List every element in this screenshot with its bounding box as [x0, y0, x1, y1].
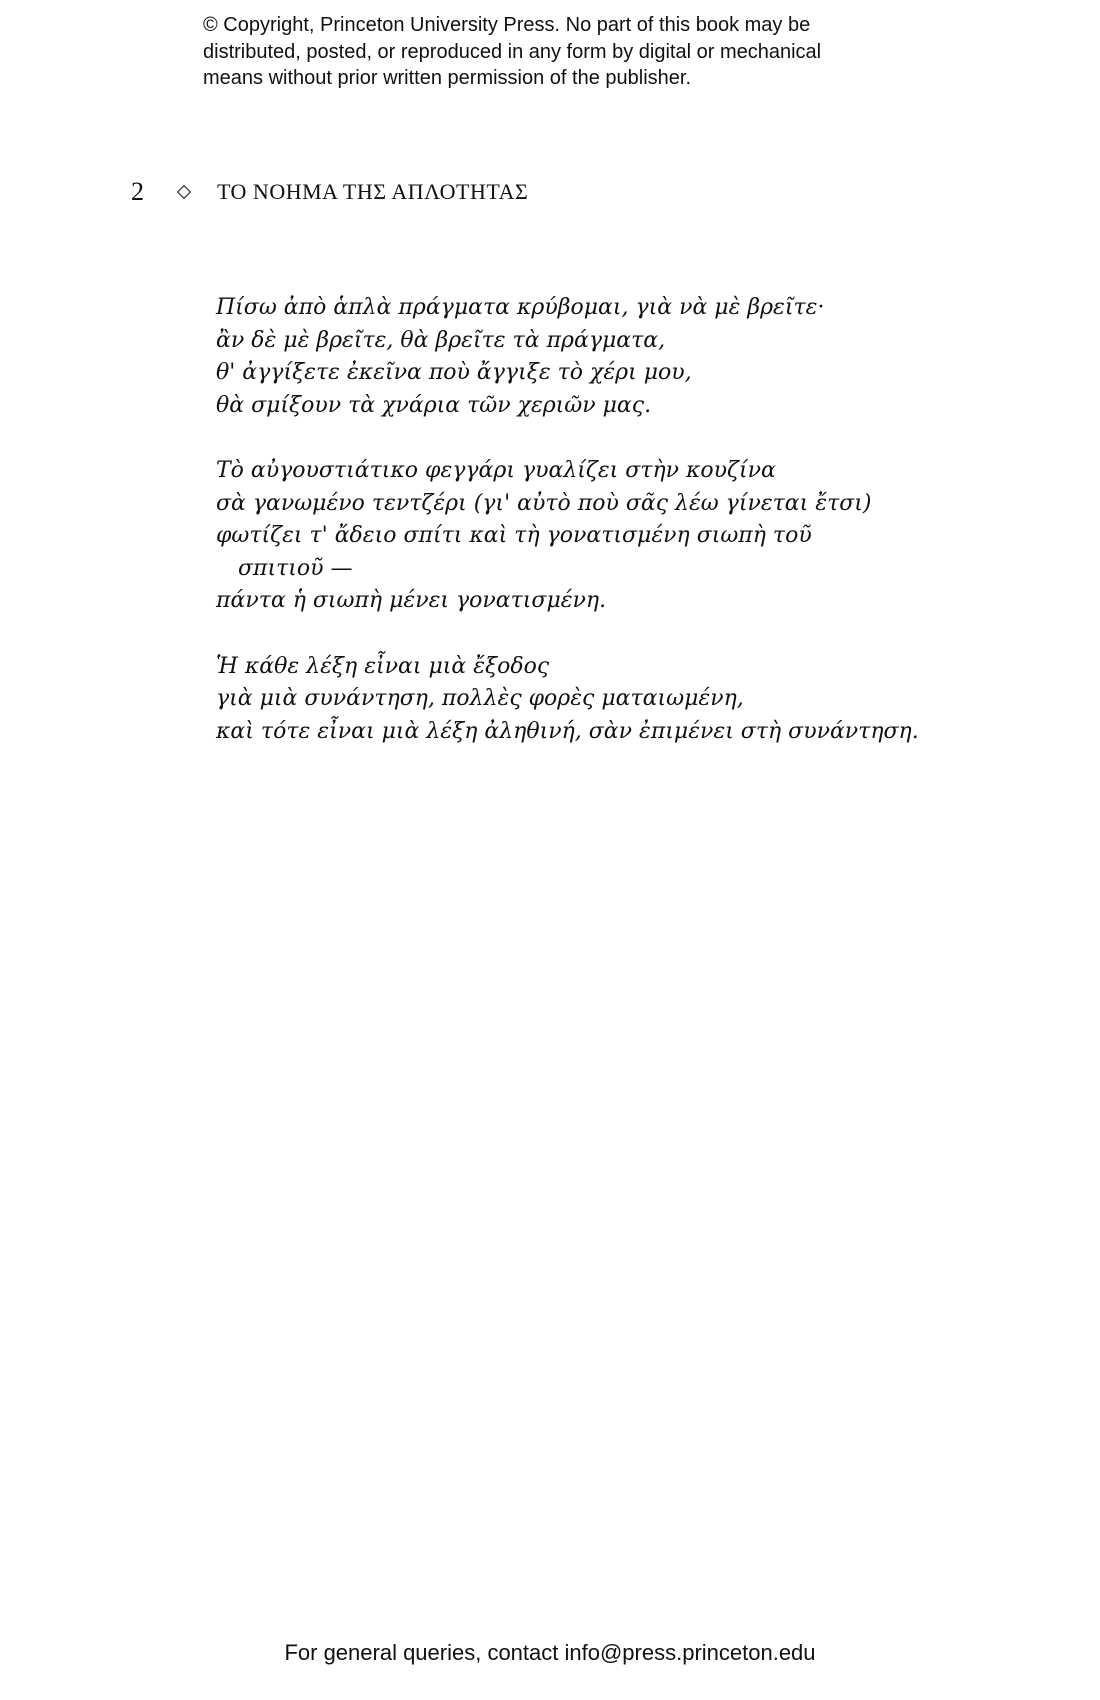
page-number: 2 — [131, 177, 144, 206]
poem-line: πάντα ἡ σιωπὴ μένει γονατισμένη. — [216, 588, 607, 613]
stanza — [216, 455, 1076, 618]
copyright-notice — [203, 12, 963, 92]
poem-line: Ἡ κάθε λέξη εἶναι μιὰ ἔξοδος — [216, 653, 550, 679]
copyright-line: means without prior written permission of the publisher. — [203, 67, 692, 89]
poem-line-continuation: σπιτιοῦ — — [238, 555, 353, 581]
footer-contact: For general queries, contact info@press.princeton.edu — [284, 1640, 816, 1665]
poem-line: καὶ τότε εἶναι μιὰ λέξη ἀληθινή, σὰν ἐπιμένει στὴ συνάντηση. — [216, 718, 919, 744]
chapter-title: ΤΟ ΝΟΗΜΑ ΤΗΣ ΑΠΛΟΤΗΤΑΣ — [217, 179, 529, 204]
running-head — [131, 174, 528, 210]
stanza — [216, 651, 1076, 749]
poem-line: Πίσω ἀπὸ ἁπλὰ πράγματα κρύβομαι, γιὰ νὰ μὲ βρεῖτε· — [216, 295, 825, 320]
stanza — [216, 292, 1076, 422]
poem-line: θ' ἀγγίξετε ἐκεῖνα ποὺ ἄγγιξε τὸ χέρι μου, — [216, 360, 692, 385]
copyright-line: distributed, posted, or reproduced in any form by digital or mechanical — [203, 40, 822, 63]
poem-line: Τὸ αὐγουστιάτικο φεγγάρι γυαλίζει στὴν κουζίνα — [216, 458, 776, 483]
diamond-icon — [177, 185, 191, 199]
poem — [216, 292, 1076, 781]
poem-line: φωτίζει τ' ἄδειο σπίτι καὶ τὴ γονατισμένη σιωπὴ τοῦ — [216, 523, 812, 548]
poem-line: θὰ σμίξουν τὰ χνάρια τῶν χεριῶν μας. — [216, 392, 652, 418]
copyright-line: © Copyright, Princeton University Press. No part of this book may be — [203, 14, 811, 36]
poem-line: γιὰ μιὰ συνάντηση, πολλὲς φορὲς ματαιωμένη, — [216, 686, 744, 711]
poem-line: σὰ γανωμένο τεντζέρι (γι' αὐτὸ ποὺ σᾶς λέω γίνεται ἔτσι) — [216, 490, 872, 516]
poem-line: ἂν δὲ μὲ βρεῖτε, θὰ βρεῖτε τὰ πράγματα, — [216, 327, 666, 353]
